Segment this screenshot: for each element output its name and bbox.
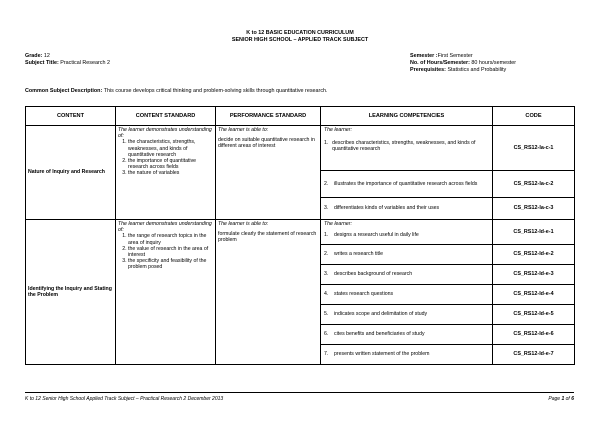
- table-row: [26, 126, 575, 171]
- competency-cell: [321, 305, 493, 325]
- competency-cell: [321, 345, 493, 365]
- competency-text: writes a research title: [334, 251, 384, 258]
- list-item: 2. the importance of quantitative research across fields: [128, 158, 213, 170]
- page-prefix: Page: [548, 396, 561, 402]
- hours-value: 80 hours/semester: [471, 60, 517, 66]
- description-text: This course develops critical thinking and problem-solving skills through quantitative research.: [103, 88, 328, 94]
- competency-cell: [321, 126, 493, 171]
- col-header-performance-standard: PERFORMANCE STANDARD: [216, 107, 321, 126]
- list-item: 1. the range of research topics in the area of inquiry: [128, 233, 213, 245]
- competency-text: designs a research useful in daily life: [334, 232, 419, 239]
- footer-left: K to 12 Senior High School Applied Track Subject – Practical Research 2 December 2013: [25, 396, 224, 402]
- ps-text: formulate clearly the statement of research problem: [218, 231, 317, 244]
- prereq-label: Prerequisites:: [410, 67, 446, 73]
- code-cell: CS_RS12-Id-e-3: [493, 265, 575, 285]
- code-cell: CS_RS12-Ia-c-2: [493, 171, 575, 198]
- page-of: of: [565, 396, 570, 402]
- page-indicator: [548, 396, 574, 402]
- competency-num: 2.: [324, 251, 329, 258]
- cs-intro: The learner demonstrates understanding of:: [118, 127, 212, 140]
- competency-num: 3.: [324, 271, 329, 278]
- competency-item: [324, 331, 489, 337]
- competency-item: [324, 140, 489, 152]
- list-item: 3. the specificity and feasibility of the problem posed: [128, 258, 213, 270]
- meta-right: [410, 53, 516, 74]
- competency-text: presents written statement of the problem: [334, 351, 430, 358]
- competency-text: illustrates the importance of quantitative research across fields: [334, 180, 478, 187]
- list-item: 2. the value of research in the area of interest: [128, 246, 213, 258]
- page-num: 1: [561, 396, 565, 402]
- competency-num: 5.: [324, 311, 329, 318]
- footer-divider: [25, 392, 574, 393]
- grade-value: 12: [43, 53, 50, 59]
- description-label: Common Subject Description:: [25, 88, 103, 94]
- code-cell: CS_RS12-Id-e-7: [493, 345, 575, 365]
- competency-num: 2.: [324, 180, 329, 187]
- competency-text: differentiates kinds of variables and their uses: [334, 205, 440, 212]
- lc-intro: The learner:: [324, 127, 352, 133]
- table-header-row: [26, 107, 575, 126]
- competency-item: [324, 311, 489, 317]
- code-cell: CS_RS12-Id-e-1: [493, 220, 575, 245]
- lc-intro: The learner:: [324, 221, 352, 227]
- col-header-content: CONTENT: [26, 107, 116, 126]
- competency-item: [324, 271, 489, 277]
- competency-cell: [321, 171, 493, 198]
- performance-standard-cell: [216, 220, 321, 365]
- col-header-code: CODE: [493, 107, 575, 126]
- competency-num: 4.: [324, 291, 329, 298]
- content-standard-cell: [116, 126, 216, 220]
- prereq-value: Statistics and Probability: [447, 67, 507, 73]
- competency-num: 6.: [324, 331, 329, 338]
- competency-cell: [321, 198, 493, 220]
- competency-text: describes background of research: [334, 271, 413, 278]
- competency-item: [324, 291, 489, 297]
- meta-left: [25, 53, 110, 67]
- subject-value: Practical Research 2: [60, 60, 110, 66]
- page-total: 6: [571, 396, 574, 402]
- content-standard-cell: [116, 220, 216, 365]
- competency-item: [324, 351, 489, 357]
- competency-text: states research questions: [334, 291, 394, 298]
- competency-cell: [321, 245, 493, 265]
- hours-label: No. of Hours/Semester:: [410, 60, 470, 66]
- col-header-content-standard: CONTENT STANDARD: [116, 107, 216, 126]
- code-cell: CS_RS12-Ia-c-1: [493, 126, 575, 171]
- competency-num: 7.: [324, 351, 329, 358]
- doc-title-line2: SENIOR HIGH SCHOOL – APPLIED TRACK SUBJECT: [231, 37, 369, 43]
- competency-text: indicates scope and delimitation of study: [334, 311, 428, 318]
- code-cell: CS_RS12-Id-e-4: [493, 285, 575, 305]
- doc-title-line1: K to 12 BASIC EDUCATION CURRICULUM: [246, 30, 354, 36]
- competency-num: 1.: [324, 232, 329, 239]
- code-cell: CS_RS12-Id-e-5: [493, 305, 575, 325]
- grade-label: Grade:: [25, 53, 43, 59]
- ps-text: decide on suitable quantitative research in different areas of interest: [218, 137, 315, 150]
- competency-num: 1.: [324, 140, 329, 147]
- subject-label: Subject Title:: [25, 60, 59, 66]
- competency-num: 3.: [324, 205, 329, 212]
- code-cell: CS_RS12-Ia-c-3: [493, 198, 575, 220]
- competency-cell: [321, 325, 493, 345]
- competency-item: [324, 181, 489, 187]
- competency-item: [324, 232, 489, 238]
- list-item: 1. the characteristics, strengths, weaknesses, and kinds of quantitative research: [128, 139, 213, 158]
- cs-list: [118, 139, 213, 176]
- list-item: 3. the nature of variables: [128, 170, 213, 176]
- subject-description: [25, 88, 328, 94]
- code-cell: CS_RS12-Id-e-2: [493, 245, 575, 265]
- competency-cell: [321, 285, 493, 305]
- code-cell: CS_RS12-Id-e-6: [493, 325, 575, 345]
- competency-cell: [321, 220, 493, 245]
- competency-item: [324, 205, 489, 211]
- competency-cell: [321, 265, 493, 285]
- content-cell: Nature of Inquiry and Research: [26, 126, 116, 220]
- cs-intro: The learner demonstrates understanding of:: [118, 221, 212, 234]
- competency-text: describes characteristics, strengths, weaknesses, and kinds of quantitative research: [332, 140, 476, 153]
- semester-value: First Semester: [437, 53, 473, 59]
- ps-intro: The learner is able to:: [218, 127, 269, 133]
- competency-text: cites benefits and beneficiaries of study: [334, 331, 425, 338]
- curriculum-table: [25, 106, 575, 365]
- table-row: [26, 220, 575, 245]
- content-cell: Identifying the Inquiry and Stating the Problem: [26, 220, 116, 365]
- ps-intro: The learner is able to:: [218, 221, 269, 227]
- col-header-learning-competencies: LEARNING COMPETENCIES: [321, 107, 493, 126]
- competency-item: [324, 251, 489, 257]
- semester-label: Semester :: [410, 53, 438, 59]
- performance-standard-cell: [216, 126, 321, 220]
- cs-list: [118, 233, 213, 270]
